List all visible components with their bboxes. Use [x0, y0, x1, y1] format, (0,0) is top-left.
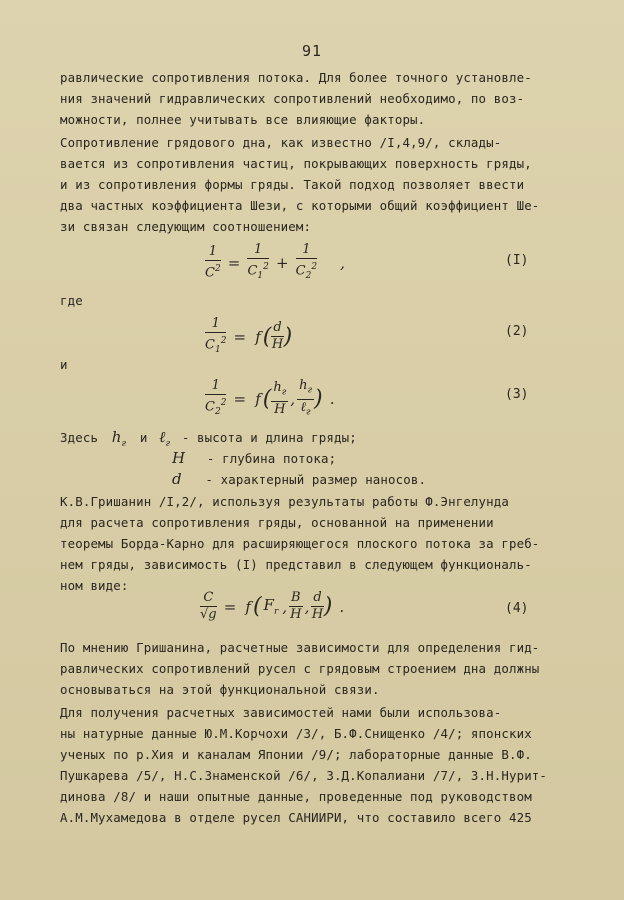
text-line: два частных коэффициента Шези, с которыми общий коэффициент Ше-	[60, 198, 540, 213]
equation-4: $\frac{C}{√g}$ = f( $F_r$ , $\frac{B}{H}$ , $\frac{d}{H}$ ) .	[200, 590, 345, 622]
text-line: К.В.Гришанин /I,2/, используя результаты работы Ф.Энгелунда	[60, 494, 509, 509]
definition-d-text: - характерный размер наносов.	[205, 472, 427, 487]
text-line: равлические сопротивления потока. Для более точного установле-	[60, 70, 532, 85]
definition-H: H - глубина потока;	[172, 449, 337, 467]
here-label: Здесь	[60, 430, 99, 445]
equation-2: $\frac{1}{C_1^2}$ = f( $\frac{d}{H}$ )	[205, 316, 293, 355]
text-line: Пушкарева /5/, Н.С.Знаменской /6/, З.Д.Копалиани /7/, З.Н.Нурит-	[60, 768, 548, 783]
text-line: ны натурные данные Ю.М.Корчохи /3/, Б.Ф.Снищенко /4/; японских	[60, 726, 532, 741]
text-line: ном виде:	[60, 578, 129, 593]
equation-3: $\frac{1}{C_2^2}$ = f( $\frac{h_г}{H}$ , $\frac{h_г}{\ell_г}$ ) .	[205, 378, 335, 418]
equation-2-number: (2)	[505, 324, 529, 339]
page-number: 91	[301, 42, 323, 60]
text-line: Сопротивление грядового дна, как известно /I,4,9/, склады-	[60, 135, 502, 150]
equation-1-number: (I)	[505, 253, 529, 268]
where-label: где	[60, 293, 83, 308]
definition-d: d - характерный размер наносов.	[172, 470, 427, 488]
text-line: и из сопротивления формы гряды. Такой подход позволяет ввести	[60, 177, 525, 192]
text-line: теоремы Борда-Карно для расширяющегося плоского потока за греб-	[60, 536, 540, 551]
text-line: основываться на этой функциональной связи.	[60, 682, 380, 697]
text-line: динова /8/ и наши опытные данные, проведенные под руководством	[60, 789, 532, 804]
definition-hg-text: - высота и длина гряды;	[181, 430, 357, 445]
definition-H-text: - глубина потока;	[206, 451, 337, 466]
text-line: ния значений гидравлических сопротивлений необходимо, по воз-	[60, 91, 525, 106]
and-label: и	[60, 357, 68, 372]
equation-3-number: (3)	[505, 387, 529, 402]
text-line: равлических сопротивлений русел с грядовым строением дна должны	[60, 661, 540, 676]
text-line: А.М.Мухамедова в отделе русел САНИИРИ, что составило всего 425	[60, 810, 532, 825]
text-line: По мнению Гришанина, расчетные зависимости для определения гид-	[60, 640, 540, 655]
text-line: вается из сопротивления частиц, покрывающих поверхность гряды,	[60, 156, 532, 171]
definition-hg-ell: Здесь $h_г$ и ℓ$_г$ - высота и длина гряды;	[60, 428, 357, 449]
text-line: для расчета сопротивления гряды, основанной на применении	[60, 515, 494, 530]
equation-4-number: (4)	[505, 601, 529, 616]
and-word: и	[139, 430, 148, 445]
text-line: можности, полнее учитывать все влияющие факторы.	[60, 112, 426, 127]
equation-1: $\frac{1}{C^2}$ = $\frac{1}{C_1^2}$ + $\frac{1}{C_2^2}$ ,	[205, 242, 345, 281]
text-line: ученых по р.Хия и каналам Японии /9/; лабораторные данные В.Ф.	[60, 747, 532, 762]
text-line: зи связан следующим соотношением:	[60, 219, 312, 234]
text-line: нем гряды, зависимость (I) представил в следующем функциональ-	[60, 557, 532, 572]
text-line: Для получения расчетных зависимостей нами были использова-	[60, 705, 502, 720]
